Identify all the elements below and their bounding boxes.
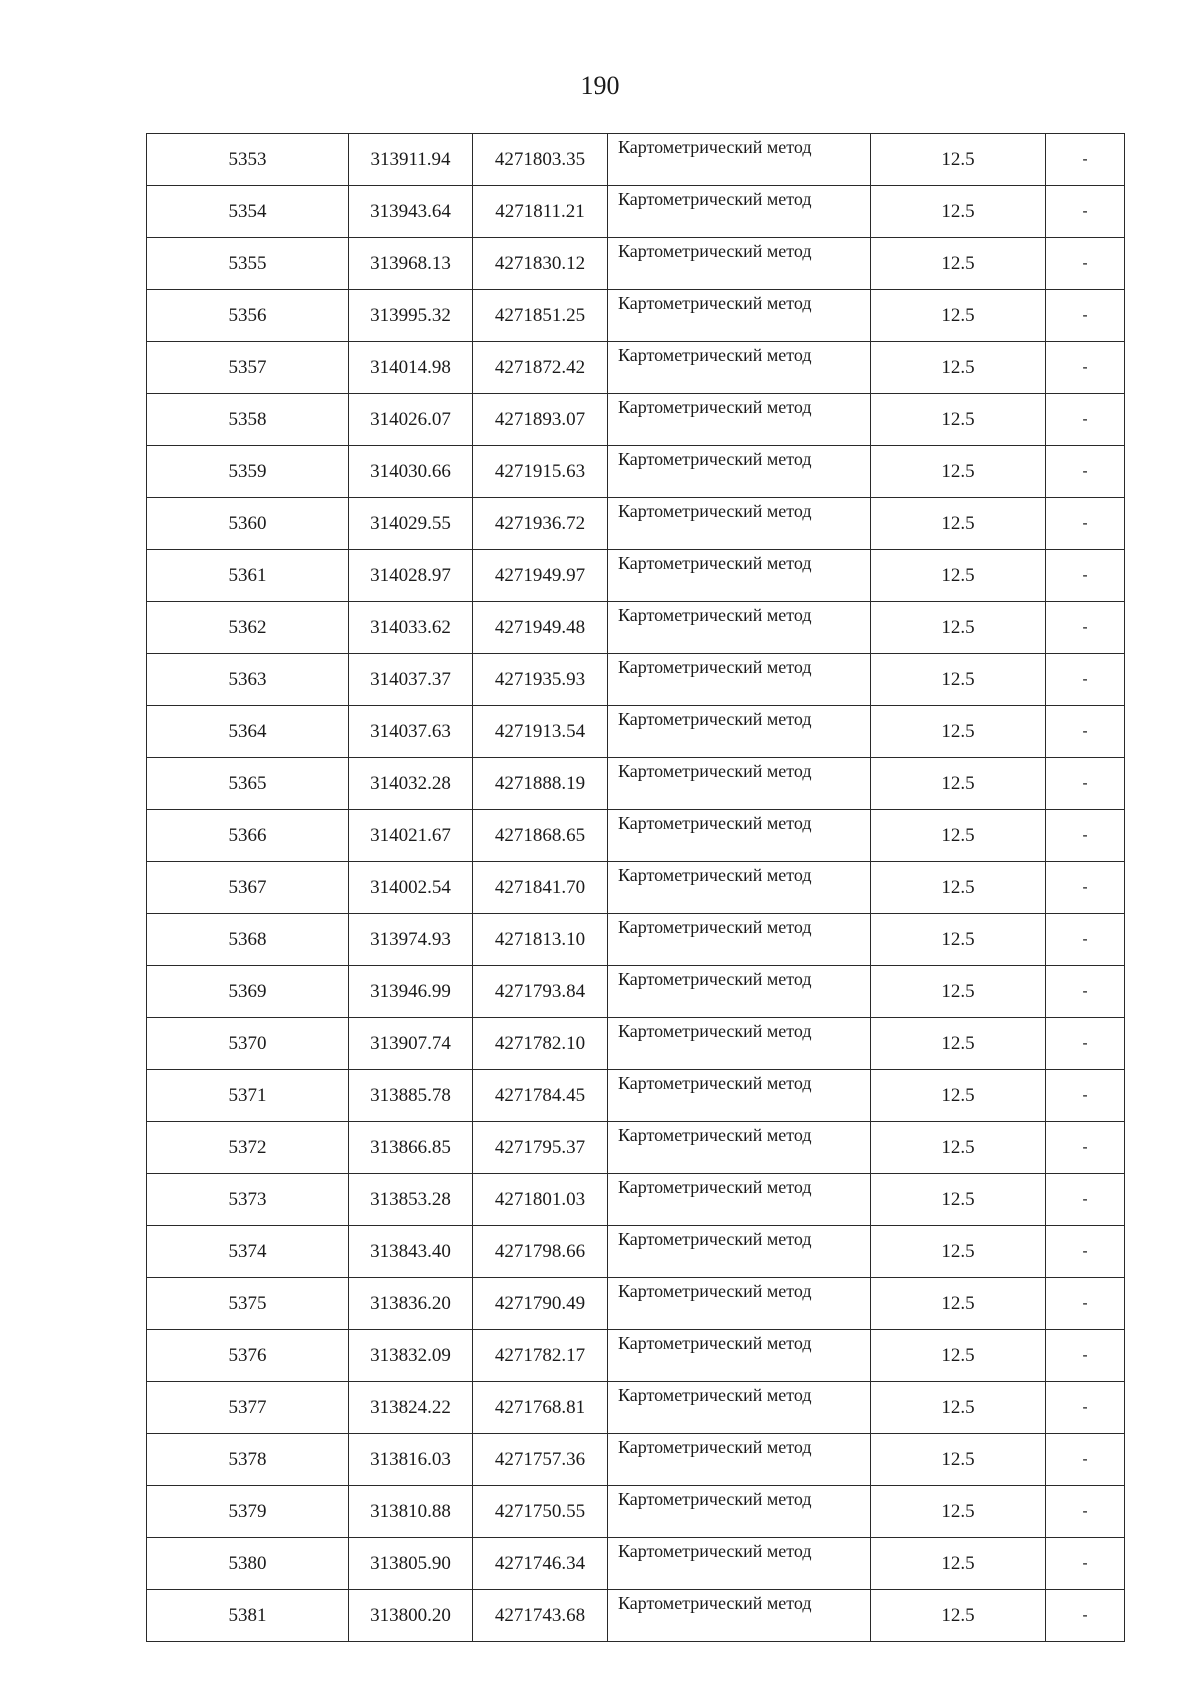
x-coordinate-cell: 313810.88 [349,1486,473,1538]
y-coordinate-cell: 4271790.49 [473,1278,608,1330]
method-cell: Картометрический метод [608,1226,871,1278]
accuracy-cell: 12.5 [871,1278,1046,1330]
point-number-cell: 5358 [147,394,349,446]
accuracy-cell: 12.5 [871,290,1046,342]
y-coordinate-cell: 4271784.45 [473,1070,608,1122]
note-cell: - [1046,446,1125,498]
note-cell: - [1046,1174,1125,1226]
method-cell: Картометрический метод [608,1018,871,1070]
accuracy-cell: 12.5 [871,186,1046,238]
point-number-cell: 5366 [147,810,349,862]
accuracy-cell: 12.5 [871,498,1046,550]
accuracy-cell: 12.5 [871,1070,1046,1122]
note-cell: - [1046,862,1125,914]
table-row [147,914,1125,966]
x-coordinate-cell: 314033.62 [349,602,473,654]
table-row [147,498,1125,550]
method-cell: Картометрический метод [608,446,871,498]
point-number-cell: 5375 [147,1278,349,1330]
y-coordinate-cell: 4271811.21 [473,186,608,238]
method-cell: Картометрический метод [608,134,871,186]
method-cell: Картометрический метод [608,706,871,758]
x-coordinate-cell: 314032.28 [349,758,473,810]
method-cell: Картометрический метод [608,1122,871,1174]
point-number-cell: 5356 [147,290,349,342]
x-coordinate-cell: 314002.54 [349,862,473,914]
note-cell: - [1046,810,1125,862]
accuracy-cell: 12.5 [871,1174,1046,1226]
note-cell: - [1046,1122,1125,1174]
point-number-cell: 5378 [147,1434,349,1486]
x-coordinate-cell: 313946.99 [349,966,473,1018]
note-cell: - [1046,1018,1125,1070]
note-cell: - [1046,1330,1125,1382]
x-coordinate-cell: 314030.66 [349,446,473,498]
point-number-cell: 5377 [147,1382,349,1434]
method-cell: Картометрический метод [608,602,871,654]
point-number-cell: 5362 [147,602,349,654]
page-number: 190 [580,71,620,100]
accuracy-cell: 12.5 [871,1122,1046,1174]
point-number-cell: 5371 [147,1070,349,1122]
y-coordinate-cell: 4271793.84 [473,966,608,1018]
table-row [147,1226,1125,1278]
x-coordinate-cell: 313836.20 [349,1278,473,1330]
table-row [147,1538,1125,1590]
x-coordinate-cell: 314037.37 [349,654,473,706]
point-number-cell: 5354 [147,186,349,238]
y-coordinate-cell: 4271868.65 [473,810,608,862]
note-cell: - [1046,914,1125,966]
table-row [147,706,1125,758]
method-cell: Картометрический метод [608,1382,871,1434]
table-row [147,1122,1125,1174]
y-coordinate-cell: 4271830.12 [473,238,608,290]
accuracy-cell: 12.5 [871,1590,1046,1642]
table-row [147,1018,1125,1070]
accuracy-cell: 12.5 [871,342,1046,394]
x-coordinate-cell: 314037.63 [349,706,473,758]
note-cell: - [1046,238,1125,290]
x-coordinate-cell: 313943.64 [349,186,473,238]
table-row [147,1330,1125,1382]
point-number-cell: 5369 [147,966,349,1018]
method-cell: Картометрический метод [608,290,871,342]
point-number-cell: 5367 [147,862,349,914]
note-cell: - [1046,1434,1125,1486]
method-cell: Картометрический метод [608,654,871,706]
x-coordinate-cell: 313885.78 [349,1070,473,1122]
y-coordinate-cell: 4271841.70 [473,862,608,914]
method-cell: Картометрический метод [608,550,871,602]
x-coordinate-cell: 313843.40 [349,1226,473,1278]
accuracy-cell: 12.5 [871,914,1046,966]
method-cell: Картометрический метод [608,1070,871,1122]
note-cell: - [1046,1382,1125,1434]
method-cell: Картометрический метод [608,1174,871,1226]
table-row [147,966,1125,1018]
note-cell: - [1046,394,1125,446]
point-number-cell: 5364 [147,706,349,758]
method-cell: Картометрический метод [608,1434,871,1486]
y-coordinate-cell: 4271782.10 [473,1018,608,1070]
point-number-cell: 5381 [147,1590,349,1642]
table-row [147,810,1125,862]
accuracy-cell: 12.5 [871,550,1046,602]
accuracy-cell: 12.5 [871,1018,1046,1070]
point-number-cell: 5376 [147,1330,349,1382]
point-number-cell: 5363 [147,654,349,706]
x-coordinate-cell: 314014.98 [349,342,473,394]
table-row [147,134,1125,186]
accuracy-cell: 12.5 [871,1382,1046,1434]
x-coordinate-cell: 313911.94 [349,134,473,186]
point-number-cell: 5359 [147,446,349,498]
table-row [147,342,1125,394]
note-cell: - [1046,758,1125,810]
note-cell: - [1046,602,1125,654]
note-cell: - [1046,1538,1125,1590]
table-row [147,1486,1125,1538]
y-coordinate-cell: 4271888.19 [473,758,608,810]
accuracy-cell: 12.5 [871,758,1046,810]
note-cell: - [1046,342,1125,394]
method-cell: Картометрический метод [608,498,871,550]
x-coordinate-cell: 313824.22 [349,1382,473,1434]
method-cell: Картометрический метод [608,1590,871,1642]
method-cell: Картометрический метод [608,238,871,290]
method-cell: Картометрический метод [608,1486,871,1538]
coordinates-table [146,133,1125,1642]
table-row [147,186,1125,238]
y-coordinate-cell: 4271782.17 [473,1330,608,1382]
point-number-cell: 5380 [147,1538,349,1590]
note-cell: - [1046,134,1125,186]
y-coordinate-cell: 4271851.25 [473,290,608,342]
x-coordinate-cell: 313832.09 [349,1330,473,1382]
accuracy-cell: 12.5 [871,1226,1046,1278]
note-cell: - [1046,550,1125,602]
note-cell: - [1046,706,1125,758]
y-coordinate-cell: 4271803.35 [473,134,608,186]
y-coordinate-cell: 4271915.63 [473,446,608,498]
table-row [147,602,1125,654]
accuracy-cell: 12.5 [871,446,1046,498]
table-row [147,758,1125,810]
y-coordinate-cell: 4271750.55 [473,1486,608,1538]
point-number-cell: 5368 [147,914,349,966]
note-cell: - [1046,186,1125,238]
method-cell: Картометрический метод [608,966,871,1018]
x-coordinate-cell: 313800.20 [349,1590,473,1642]
table-row [147,290,1125,342]
x-coordinate-cell: 313816.03 [349,1434,473,1486]
accuracy-cell: 12.5 [871,1486,1046,1538]
table-row [147,550,1125,602]
x-coordinate-cell: 314026.07 [349,394,473,446]
x-coordinate-cell: 314021.67 [349,810,473,862]
method-cell: Картометрический метод [608,186,871,238]
method-cell: Картометрический метод [608,1330,871,1382]
note-cell: - [1046,498,1125,550]
x-coordinate-cell: 313805.90 [349,1538,473,1590]
table-row [147,1382,1125,1434]
note-cell: - [1046,966,1125,1018]
table-row [147,654,1125,706]
table-row [147,1070,1125,1122]
method-cell: Картометрический метод [608,1278,871,1330]
y-coordinate-cell: 4271893.07 [473,394,608,446]
coordinates-table-body [147,134,1125,1642]
table-row [147,862,1125,914]
note-cell: - [1046,1278,1125,1330]
accuracy-cell: 12.5 [871,1538,1046,1590]
accuracy-cell: 12.5 [871,134,1046,186]
accuracy-cell: 12.5 [871,1330,1046,1382]
x-coordinate-cell: 313974.93 [349,914,473,966]
point-number-cell: 5373 [147,1174,349,1226]
y-coordinate-cell: 4271757.36 [473,1434,608,1486]
method-cell: Картометрический метод [608,914,871,966]
table-row [147,1590,1125,1642]
method-cell: Картометрический метод [608,758,871,810]
x-coordinate-cell: 313968.13 [349,238,473,290]
y-coordinate-cell: 4271913.54 [473,706,608,758]
note-cell: - [1046,654,1125,706]
x-coordinate-cell: 313866.85 [349,1122,473,1174]
method-cell: Картометрический метод [608,342,871,394]
accuracy-cell: 12.5 [871,1434,1046,1486]
accuracy-cell: 12.5 [871,654,1046,706]
y-coordinate-cell: 4271872.42 [473,342,608,394]
x-coordinate-cell: 313853.28 [349,1174,473,1226]
x-coordinate-cell: 313907.74 [349,1018,473,1070]
x-coordinate-cell: 314028.97 [349,550,473,602]
point-number-cell: 5361 [147,550,349,602]
note-cell: - [1046,1226,1125,1278]
point-number-cell: 5370 [147,1018,349,1070]
y-coordinate-cell: 4271801.03 [473,1174,608,1226]
y-coordinate-cell: 4271798.66 [473,1226,608,1278]
y-coordinate-cell: 4271795.37 [473,1122,608,1174]
y-coordinate-cell: 4271949.97 [473,550,608,602]
table-row [147,238,1125,290]
x-coordinate-cell: 314029.55 [349,498,473,550]
method-cell: Картометрический метод [608,394,871,446]
table-row [147,1278,1125,1330]
note-cell: - [1046,1486,1125,1538]
y-coordinate-cell: 4271746.34 [473,1538,608,1590]
point-number-cell: 5379 [147,1486,349,1538]
y-coordinate-cell: 4271949.48 [473,602,608,654]
method-cell: Картометрический метод [608,1538,871,1590]
point-number-cell: 5372 [147,1122,349,1174]
y-coordinate-cell: 4271743.68 [473,1590,608,1642]
accuracy-cell: 12.5 [871,810,1046,862]
y-coordinate-cell: 4271936.72 [473,498,608,550]
accuracy-cell: 12.5 [871,602,1046,654]
point-number-cell: 5360 [147,498,349,550]
y-coordinate-cell: 4271813.10 [473,914,608,966]
point-number-cell: 5353 [147,134,349,186]
method-cell: Картометрический метод [608,862,871,914]
table-row [147,394,1125,446]
note-cell: - [1046,290,1125,342]
x-coordinate-cell: 313995.32 [349,290,473,342]
table-row [147,1174,1125,1226]
y-coordinate-cell: 4271768.81 [473,1382,608,1434]
table-row [147,446,1125,498]
note-cell: - [1046,1590,1125,1642]
accuracy-cell: 12.5 [871,706,1046,758]
accuracy-cell: 12.5 [871,394,1046,446]
accuracy-cell: 12.5 [871,966,1046,1018]
accuracy-cell: 12.5 [871,862,1046,914]
table-row [147,1434,1125,1486]
method-cell: Картометрический метод [608,810,871,862]
point-number-cell: 5365 [147,758,349,810]
point-number-cell: 5374 [147,1226,349,1278]
point-number-cell: 5355 [147,238,349,290]
point-number-cell: 5357 [147,342,349,394]
accuracy-cell: 12.5 [871,238,1046,290]
y-coordinate-cell: 4271935.93 [473,654,608,706]
note-cell: - [1046,1070,1125,1122]
